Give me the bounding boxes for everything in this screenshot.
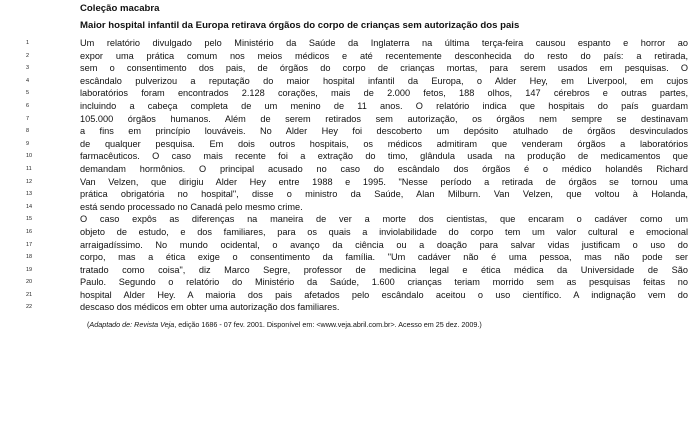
line-text: corpo, mas a ética exige o consentimento da família. "Um cadáver não é uma pessoa, mas não pode ser: [80, 252, 688, 263]
line-text: Paulo. Segundo o relatório do Ministério da Saúde, 1.600 crianças teriam morrido sem as pesquisas feitas no: [80, 277, 688, 288]
line-text: está sendo processado no Canadá pelo mesmo crime.: [80, 201, 303, 212]
line-number: 18: [26, 254, 33, 261]
text-line: [0, 100, 696, 113]
text-line: [0, 289, 696, 302]
line-text: Um relatório divulgado pelo Ministério da Saúde da Inglaterra na última terça-feira causou espanto e horror ao: [80, 38, 688, 48]
article-body: [0, 37, 696, 314]
source-publication: Adaptado de: Revista Veja: [89, 320, 175, 329]
text-line: [0, 176, 696, 189]
line-number: 12: [26, 178, 33, 185]
line-text: Van Velzen, que dirigiu Alder Hey entre 1988 e 1995. "Nesse período a retirada de órgãos se tornou uma: [80, 176, 688, 187]
line-text: tratado como coisa", diz Marco Segre, professor de medicina legal e ética médica da Universidade de São: [80, 264, 688, 275]
text-line: [0, 37, 696, 50]
line-number: 1: [26, 40, 30, 46]
line-number: 6: [26, 102, 30, 109]
line-number: 16: [26, 228, 33, 235]
line-number: 4: [26, 77, 30, 84]
line-text: O caso expôs as diferenças na maneira de ver a morte dos cientistas, que encaram o cadáver como um: [80, 214, 688, 225]
line-number: 15: [26, 216, 33, 223]
line-text: demandam hormônios. O principal acusado no caso do escândalo dos órgãos é o médico holandês Richard: [80, 163, 688, 174]
line-number: 22: [26, 304, 33, 311]
text-line: [0, 163, 696, 176]
line-text: descaso dos médicos em obter uma autorização dos familiares.: [80, 302, 340, 313]
line-text: prática obrigatória no hospital", disse o ministro da Saúde, Alan Milburn. Van Velzen, que voltou à Holanda,: [80, 189, 688, 200]
document-title: Coleção macabra: [80, 3, 160, 14]
text-line: [0, 150, 696, 163]
text-line: [0, 62, 696, 75]
line-number: 13: [26, 191, 33, 198]
text-line: [0, 276, 696, 289]
text-line: [0, 113, 696, 126]
line-text: expor uma prática comum nos meios médicos e até recentemente desconhecida do resto do país: a retirada,: [80, 50, 688, 61]
document-subtitle: Maior hospital infantil da Europa retirava órgãos do corpo de crianças sem autorização dos pais: [80, 20, 520, 31]
line-text: escândalo pulverizou a reputação do maior hospital infantil da Europa, o Alder Hey, em Liverpool, em cujos: [80, 75, 688, 86]
text-line: [0, 239, 696, 252]
line-text: incluindo a cabeça completa de um menino de 11 anos. O relatório indica que hospitais do país guardam: [80, 100, 688, 111]
text-line: [0, 188, 696, 201]
source-citation: [87, 320, 482, 330]
source-details: , edição 1686 - 07 fev. 2001. Disponível em: <www.veja.abril.com.br>. Acesso em 25 dez. 2009.): [174, 320, 482, 329]
line-number: 5: [26, 90, 30, 97]
line-number: 3: [26, 65, 30, 72]
text-line: [0, 264, 696, 277]
text-line: [0, 201, 696, 214]
line-number: 10: [26, 153, 33, 160]
line-text: hospital Alder Hey. A maioria dos pais afetados pelo escândalo aceitou o uso científico. A indignação vem do: [80, 289, 688, 300]
text-line: [0, 301, 696, 314]
line-text: laboratórios foram encontrados 2.128 corações, mais de 2.000 fetos, 188 olhos, 147 cérebros e outras partes,: [80, 88, 688, 99]
line-number: 2: [26, 52, 30, 59]
line-number: 8: [26, 128, 30, 135]
line-number: 20: [26, 279, 33, 286]
text-line: [0, 213, 696, 226]
line-number: 19: [26, 266, 33, 273]
text-line: [0, 50, 696, 63]
line-text: a fins em princípio louváveis. No Alder Hey foi descoberto um depósito atulhado de órgãos desvinculados: [80, 126, 688, 137]
line-text: objeto de estudo, e dos familiares, para os quais a inviolabilidade do corpo tem um valor cultural e emocional: [80, 226, 688, 237]
line-number: 21: [26, 291, 33, 298]
source-open: (: [87, 320, 90, 329]
text-line: [0, 87, 696, 100]
text-line: [0, 75, 696, 88]
line-number: 9: [26, 140, 30, 147]
line-number: 11: [26, 165, 32, 172]
text-line: [0, 251, 696, 264]
text-line: [0, 125, 696, 138]
line-text: de qualquer pesquisa. Em dois outros hospitais, os médicos admitiram que venderam órgãos a laboratórios: [80, 138, 688, 149]
text-line: [0, 226, 696, 239]
line-number: 7: [26, 115, 30, 122]
line-number: 17: [26, 241, 33, 248]
text-line: [0, 138, 696, 151]
line-number: 14: [26, 203, 33, 210]
line-text: 105.000 órgãos humanos. Além de serem retirados sem autorização, os órgãos nem sempre se destinavam: [80, 113, 688, 124]
line-text: arraigadíssimo. No mundo ocidental, o avanço da ciência ou a doação para salvar vidas justificam o uso do: [80, 239, 688, 250]
line-text: farmacêuticos. O caso mais recente foi a extração do timo, glândula usada na produção de medicamentos que: [80, 151, 688, 162]
line-text: sem o consentimento dos pais, de órgãos do corpo de crianças mortas, para serem usados em pesquisas. O: [80, 63, 688, 74]
